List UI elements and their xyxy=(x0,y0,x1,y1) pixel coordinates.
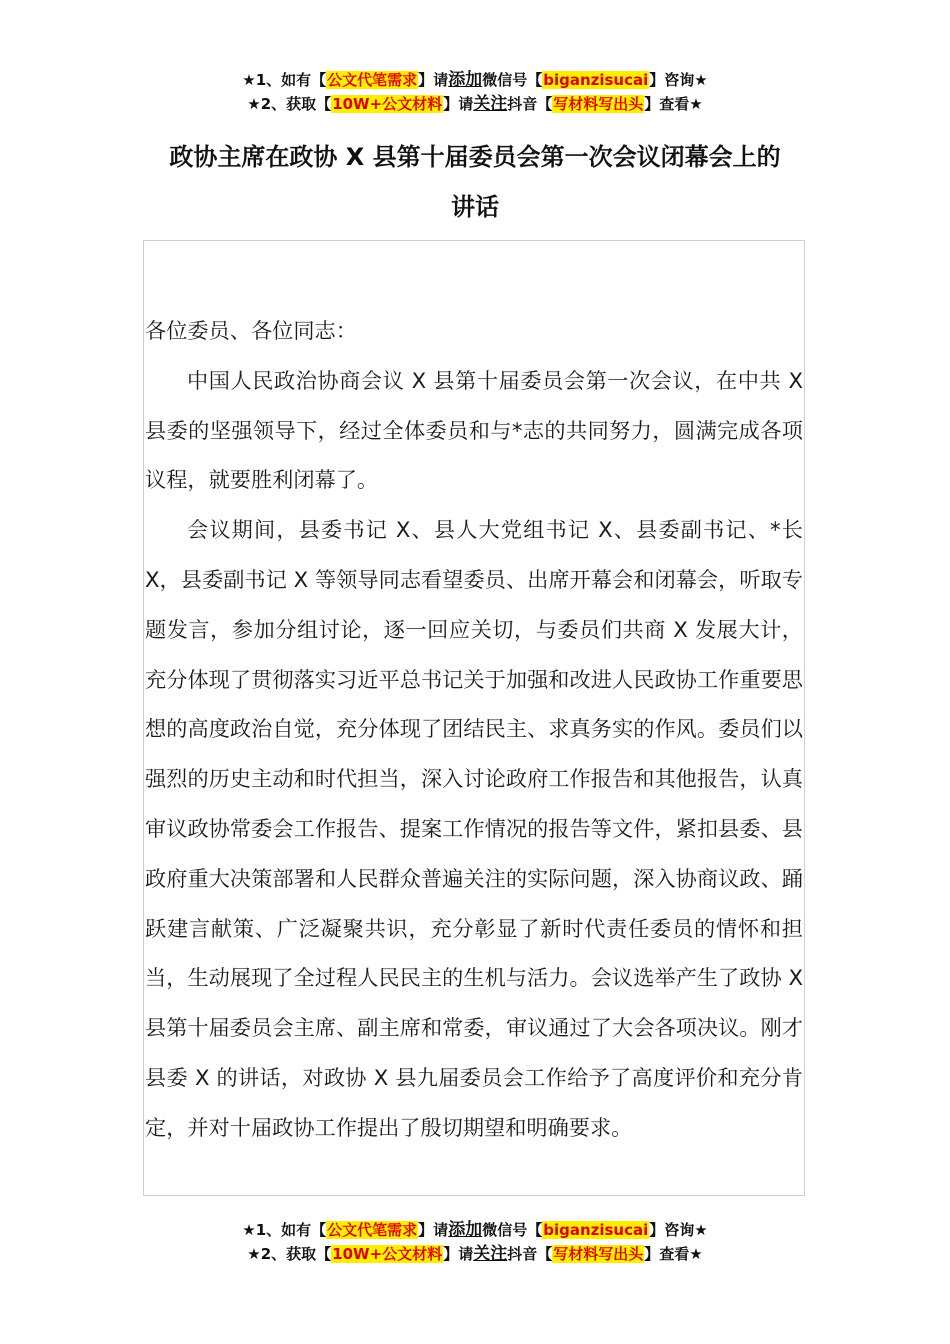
promo-line-1 xyxy=(0,68,950,92)
promo-text: 抖音【 xyxy=(507,95,553,113)
promo-highlight-materials: 10W+公文材料 xyxy=(332,1245,443,1263)
promo-text: 】请 xyxy=(443,1245,474,1263)
document-title-line-2: 讲话 xyxy=(451,193,499,221)
promo-text: ★1、如有【 xyxy=(242,1221,327,1239)
promo-underlined-follow: 关注 xyxy=(473,94,508,114)
promo-highlight-writing-service: 公文代笔需求 xyxy=(327,1221,418,1239)
document-body xyxy=(145,306,803,1153)
promo-text: 】查看★ xyxy=(644,95,703,113)
promo-text: ★1、如有【 xyxy=(242,71,327,89)
promo-highlight-wechat-id: biganzisucai xyxy=(543,1221,649,1239)
promo-text: 微信号【 xyxy=(482,1221,543,1239)
promo-text: 】请 xyxy=(418,71,449,89)
promo-highlight-douyin-account: 写材料写出头 xyxy=(553,95,644,113)
document-title-line-1: 政协主席在政协 X 县第十届委员会第一次会议闭幕会上的 xyxy=(169,143,781,171)
promo-banner-bottom xyxy=(0,1218,950,1266)
promo-underlined-add: 添加 xyxy=(448,1220,483,1240)
document-title xyxy=(0,132,950,232)
promo-text: ★2、获取【 xyxy=(247,95,332,113)
promo-highlight-wechat-id: biganzisucai xyxy=(543,71,649,89)
salutation: 各位委员、各位同志： xyxy=(145,318,357,343)
promo-text: 】咨询★ xyxy=(649,71,708,89)
paragraph-2: 会议期间，县委书记 X、县人大党组书记 X、县委副书记、*长 X，县委副书记 X 等领导同志看望委员、出席开幕会和闭幕会，听取专题发言，参加分组讨论，逐一回应关切，与委员们共商 X 发展大计，充分体现了贯彻落实习近平总书记关于加强和改进人民政协工作重要思想的高度政治自觉，充分体现了团结民主、求真务实的作风。委员们以强烈的历史主动和时代担当，深入讨论政府工作报告和其他报告，认真审议政协常委会工作报告、提案工作情况的报告等文件，紧扣县委、县政府重大决策部署和人民群众普遍关注的实际问题，深入协商议政、踊跃建言献策、广泛凝聚共识，充分彰显了新时代责任委员的情怀和担当，生动展现了全过程人民民主的生机与活力。会议选举产生了政协 X 县第十届委员会主席、副主席和常委，审议通过了大会各项决议。刚才县委 X 的讲话，对政协 X 县九届委员会工作给予了高度评价和充分肯定，并对十届政协工作提出了殷切期望和明确要求。 xyxy=(145,517,803,1140)
promo-text: 】请 xyxy=(418,1221,449,1239)
promo-text: 】查看★ xyxy=(644,1245,703,1263)
promo-text: 微信号【 xyxy=(482,71,543,89)
promo-underlined-add: 添加 xyxy=(448,70,483,90)
promo-text: 】请 xyxy=(443,95,474,113)
promo-line-2 xyxy=(0,92,950,116)
promo-text: ★2、获取【 xyxy=(247,1245,332,1263)
promo-highlight-writing-service: 公文代笔需求 xyxy=(327,71,418,89)
paragraph-1: 中国人民政治协商会议 X 县第十届委员会第一次会议，在中共 X 县委的坚强领导下，经过全体委员和与*志的共同努力，圆满完成各项议程，就要胜利闭幕了。 xyxy=(145,367,803,493)
promo-line-2 xyxy=(0,1242,950,1266)
promo-underlined-follow: 关注 xyxy=(473,1244,508,1264)
promo-text: 抖音【 xyxy=(507,1245,553,1263)
promo-line-1 xyxy=(0,1218,950,1242)
promo-text: 】咨询★ xyxy=(649,1221,708,1239)
promo-highlight-materials: 10W+公文材料 xyxy=(332,95,443,113)
promo-highlight-douyin-account: 写材料写出头 xyxy=(553,1245,644,1263)
promo-banner-top xyxy=(0,68,950,116)
